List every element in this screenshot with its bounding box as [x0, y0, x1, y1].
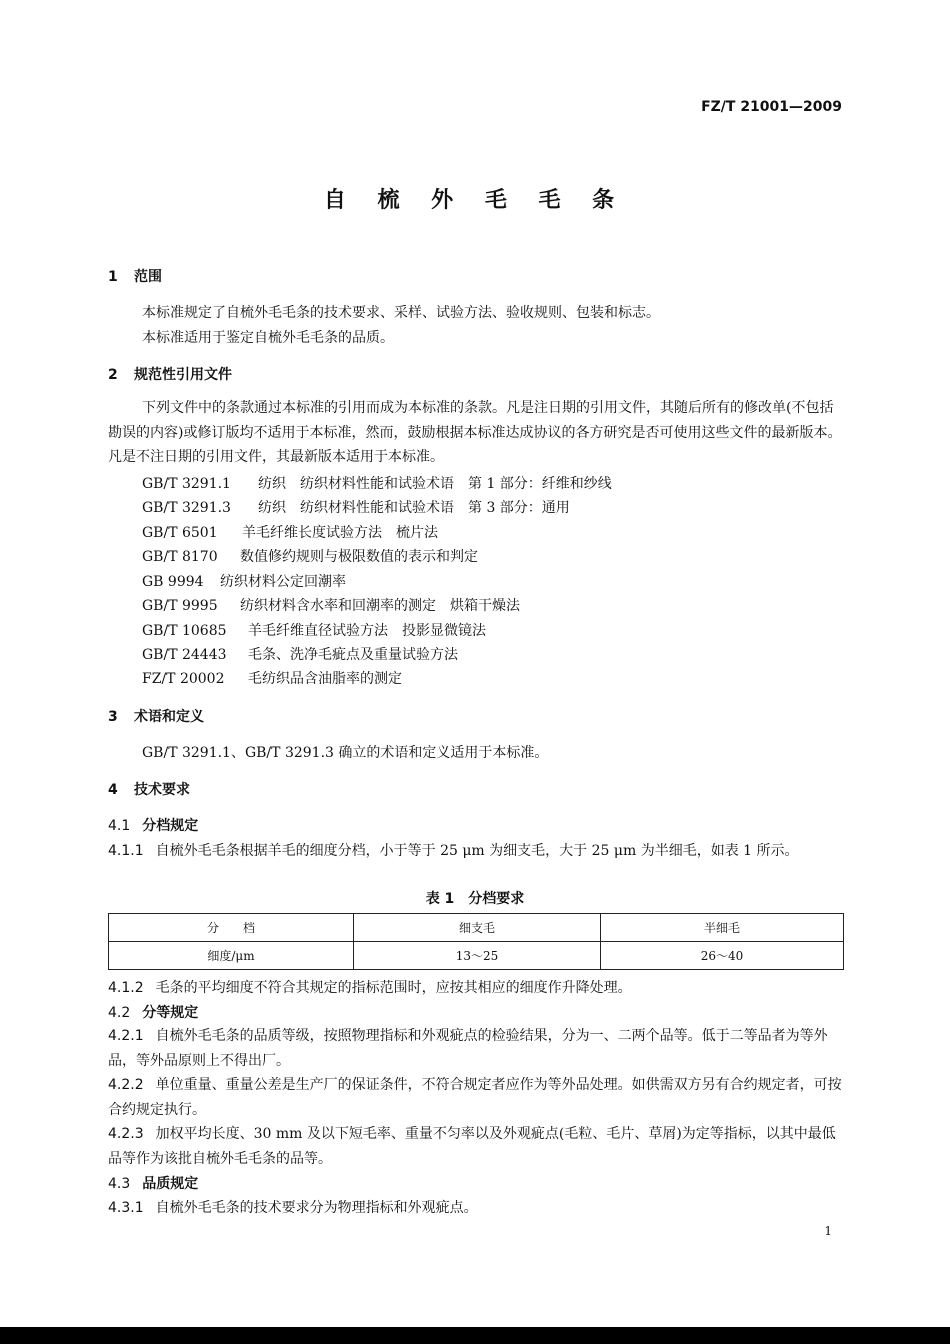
references-intro: 下列文件中的条款通过本标准的引用而成为本标准的条款。凡是注日期的引用文件，其随后所有的修改单(不包括勘误的内容)或修订版均不适用于本标准，然而，鼓励根据本标准达成协议的各方研究是否可使用这些文件的最新版本。凡是不注日期的引用文件，其最新版本适用于本标准。: [108, 400, 842, 465]
reference-code: GB/T 24443: [142, 647, 227, 663]
clause-text: 单位重量、重量公差是生产厂的保证条件，不符合规定者应作为等外品处理。如供需双方另有合约规定者，可按合约规定执行。: [108, 1077, 842, 1118]
clause-title: 品质规定: [142, 1176, 199, 1192]
clause-number: 4.2.2: [108, 1077, 144, 1093]
clause-number: 4.3: [108, 1176, 131, 1192]
reference-item: [142, 668, 402, 688]
section-title: 规范性引用文件: [134, 367, 232, 383]
reference-item: [142, 522, 438, 542]
reference-title: 纺织 纺织材料性能和试验术语 第 1 部分：纤维和纱线: [258, 476, 612, 492]
reference-title: 纺织材料公定回潮率: [220, 574, 346, 590]
terms-paragraph: GB/T 3291.1、GB/T 3291.3 确立的术语和定义适用于本标准。: [142, 745, 549, 761]
reference-code: GB/T 10685: [142, 623, 227, 639]
reference-title: 纺织 纺织材料性能和试验术语 第 3 部分：通用: [258, 500, 570, 516]
clause-text: 自梳外毛毛条根据羊毛的细度分档，小于等于 25 μm 为细支毛，大于 25 μm 为半细毛，如表 1 所示。: [155, 843, 799, 859]
reference-title: 羊毛纤维直径试验方法 投影显微镜法: [248, 623, 486, 639]
clause-number: 4.1.1: [108, 843, 144, 859]
section-2-heading: [108, 364, 232, 384]
document-title: 自 梳 外 毛 毛 条: [323, 188, 627, 213]
reference-title: 纺织材料含水率和回潮率的测定 烘箱干燥法: [240, 598, 520, 614]
reference-code: FZ/T 20002: [142, 671, 225, 687]
section-number: 1: [108, 269, 118, 285]
reference-item: [142, 644, 458, 664]
reference-title: 毛条、洗净毛疵点及重量试验方法: [248, 647, 458, 663]
reference-code: GB/T 3291.1: [142, 476, 231, 492]
table-cell: 26～40: [601, 942, 844, 970]
reference-title: 数值修约规则与极限数值的表示和判定: [240, 549, 478, 565]
grading-table: [108, 913, 844, 970]
section-title: 范围: [134, 269, 162, 285]
reference-code: GB/T 6501: [142, 525, 218, 541]
table-header-cell: 细支毛: [354, 914, 601, 942]
reference-item: [142, 473, 612, 493]
clause-4-2-1: [108, 1024, 844, 1073]
section-number: 2: [108, 367, 118, 383]
table-header-cell: 半细毛: [601, 914, 844, 942]
clause-number: 4.3.1: [108, 1200, 144, 1216]
reference-item: [142, 620, 486, 640]
reference-code: GB/T 9995: [142, 598, 218, 614]
clause-number: 4.2.1: [108, 1028, 144, 1044]
clause-number: 4.1.2: [108, 980, 144, 996]
reference-title: 羊毛纤维长度试验方法 梳片法: [242, 525, 438, 541]
table-caption: 表 1 分档要求: [425, 891, 525, 907]
reference-code: GB/T 3291.3: [142, 500, 231, 516]
clause-title: 分档规定: [142, 818, 199, 834]
clause-4-1-1: [108, 839, 844, 864]
clause-4-3-heading: [108, 1173, 198, 1193]
reference-item: [142, 571, 346, 591]
reference-item: [142, 497, 570, 517]
clause-number: 4.2: [108, 1005, 131, 1021]
reference-item: [142, 595, 520, 615]
clause-number: 4.1: [108, 818, 131, 834]
clause-text: 自梳外毛毛条的技术要求分为物理指标和外观疵点。: [155, 1200, 478, 1216]
section-number: 4: [108, 782, 118, 798]
clause-text: 自梳外毛毛条的品质等级，按照物理指标和外观疵点的检验结果，分为一、二两个品等。低于二等品者为等外品，等外品原则上不得出厂。: [108, 1028, 828, 1069]
reference-code: GB 9994: [142, 574, 204, 590]
clause-text: 加权平均长度、30 mm 及以下短毛率、重量不匀率以及外观疵点(毛粒、毛片、草屑)为定等指标，以其中最低品等作为该批自梳外毛毛条的品等。: [108, 1126, 836, 1167]
clause-4-2-heading: [108, 1002, 198, 1022]
section-title: 技术要求: [134, 782, 190, 798]
clause-4-1-2: [108, 976, 844, 1001]
reference-code: GB/T 8170: [142, 549, 218, 565]
scope-paragraph-2: 本标准适用于鉴定自梳外毛毛条的品质。: [142, 330, 394, 346]
table-header-cell: 分 档: [109, 914, 354, 942]
clause-number: 4.2.3: [108, 1126, 144, 1142]
table-row: [109, 942, 844, 970]
clause-4-2-3: [108, 1122, 844, 1171]
reference-item: [142, 546, 478, 566]
clause-4-1-heading: [108, 815, 198, 835]
table-cell: 细度/μm: [109, 942, 354, 970]
section-1-heading: [108, 266, 162, 286]
clause-text: 毛条的平均细度不符合其规定的指标范围时，应按其相应的细度作升降处理。: [155, 980, 632, 996]
clause-4-3-1: [108, 1197, 478, 1217]
table-header-row: [109, 914, 844, 942]
standard-code: FZ/T 21001—2009: [701, 99, 842, 115]
section-number: 3: [108, 709, 118, 725]
reference-title: 毛纺织品含油脂率的测定: [248, 671, 402, 687]
page-number: 1: [824, 1224, 832, 1238]
section-3-heading: [108, 706, 204, 726]
scope-paragraph-1: 本标准规定了自梳外毛毛条的技术要求、采样、试验方法、验收规则、包装和标志。: [142, 305, 660, 321]
section-4-heading: [108, 779, 190, 799]
bottom-border: [0, 1327, 950, 1344]
section-title: 术语和定义: [134, 709, 204, 725]
clause-4-2-2: [108, 1073, 844, 1122]
clause-title: 分等规定: [142, 1005, 199, 1021]
table-cell: 13～25: [354, 942, 601, 970]
